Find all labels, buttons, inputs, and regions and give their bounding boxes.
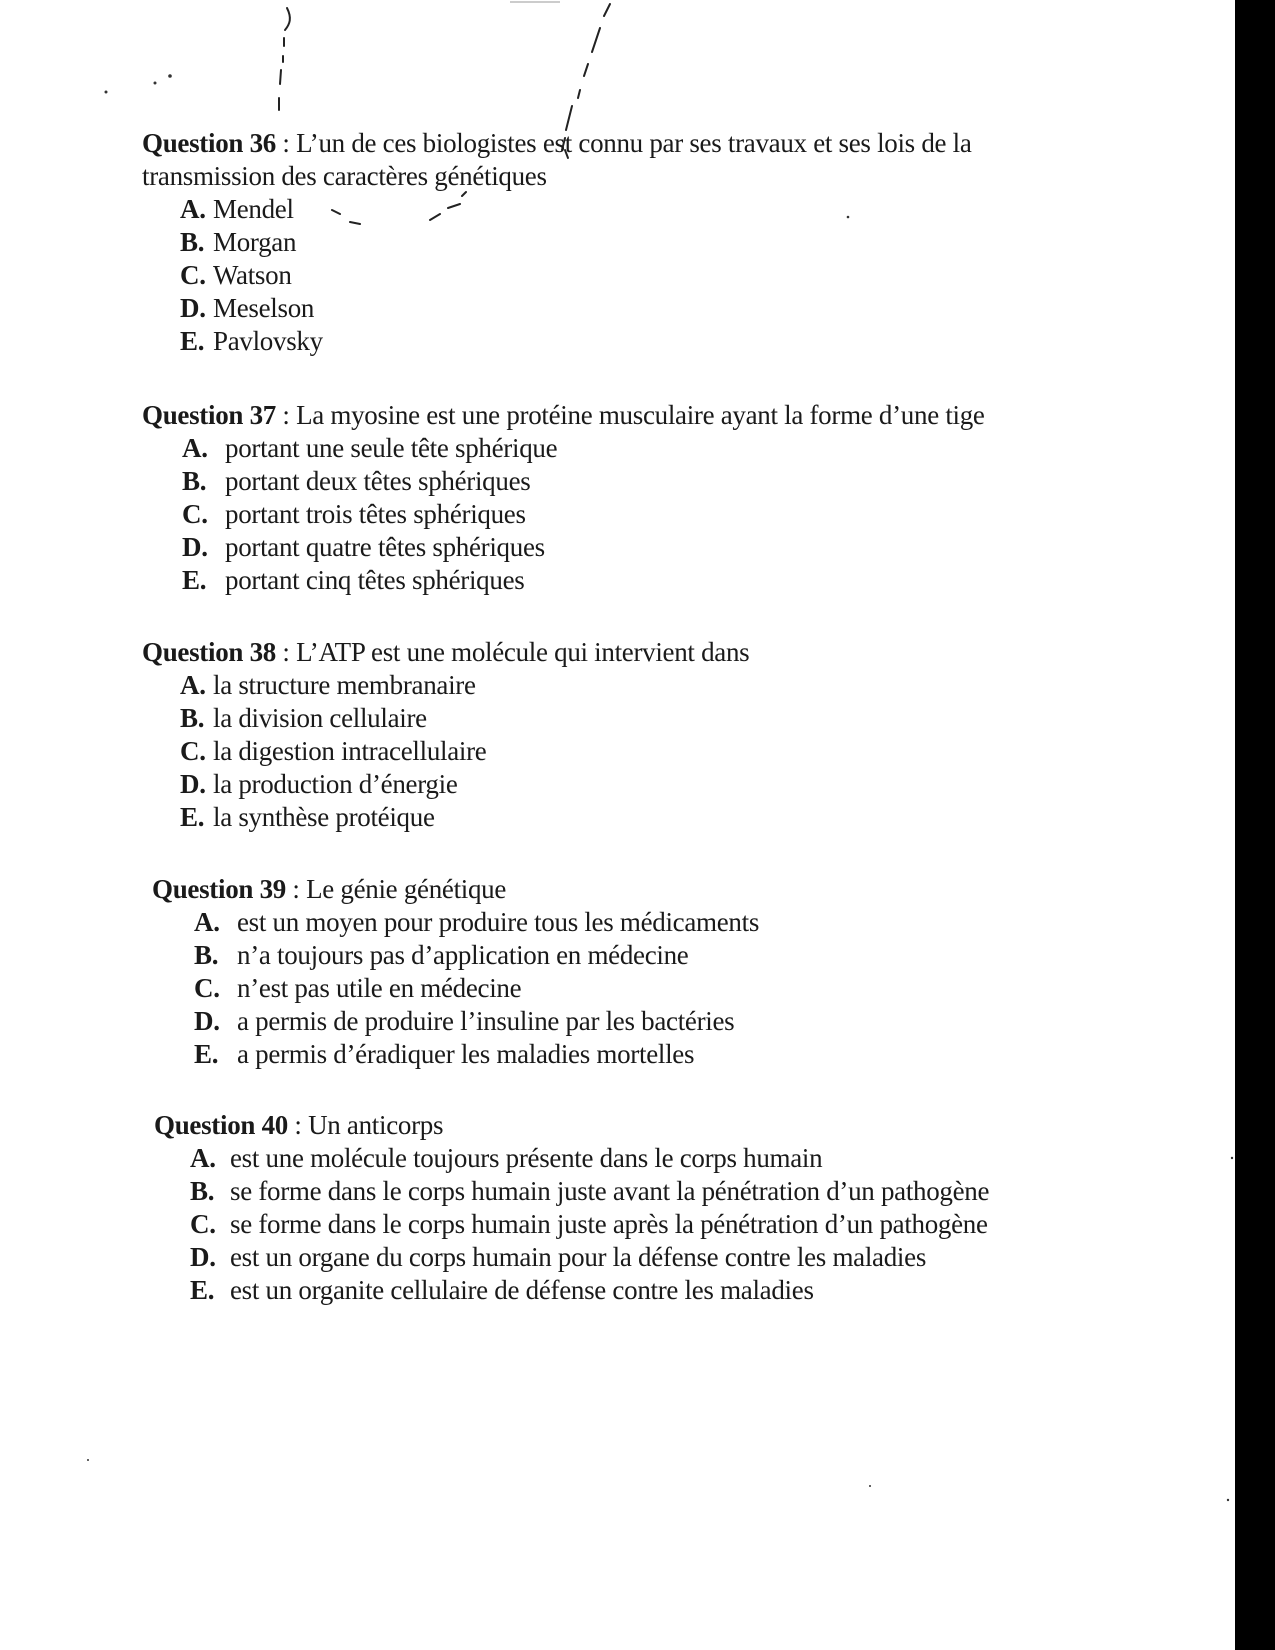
question-37 bbox=[142, 399, 1082, 597]
option-text: la structure membranaire bbox=[213, 670, 476, 700]
option-text: portant quatre têtes sphériques bbox=[225, 532, 545, 562]
option-d bbox=[180, 292, 1082, 325]
question-36-options bbox=[142, 193, 1082, 358]
question-39-label: Question 39 bbox=[152, 874, 286, 904]
option-e bbox=[194, 1038, 1092, 1071]
option-letter: D. bbox=[182, 532, 208, 562]
option-letter: E. bbox=[194, 1039, 219, 1069]
option-letter: E. bbox=[180, 326, 205, 356]
option-letter: B. bbox=[180, 227, 205, 257]
speck bbox=[105, 91, 108, 94]
speck bbox=[869, 1485, 871, 1487]
option-letter: C. bbox=[182, 499, 208, 529]
question-36-text: : L’un de ces biologistes est connu par ses travaux et ses lois de la transmission des caractères génétiques bbox=[142, 128, 972, 191]
option-letter: C. bbox=[190, 1209, 216, 1239]
option-c bbox=[180, 259, 1082, 292]
option-b bbox=[182, 465, 1082, 498]
option-letter: C. bbox=[194, 973, 220, 1003]
speck bbox=[168, 74, 172, 78]
option-letter: D. bbox=[190, 1242, 216, 1272]
question-39 bbox=[152, 873, 1092, 1071]
scan-border-edge bbox=[1235, 0, 1275, 1650]
option-letter: E. bbox=[190, 1275, 215, 1305]
option-a bbox=[180, 669, 1082, 702]
pen-stroke-left bbox=[279, 8, 290, 110]
question-38-label: Question 38 bbox=[142, 637, 276, 667]
option-text: Pavlovsky bbox=[213, 326, 323, 356]
question-39-options bbox=[152, 906, 1092, 1071]
option-d bbox=[182, 531, 1082, 564]
option-letter: B. bbox=[194, 940, 219, 970]
speck bbox=[87, 1459, 89, 1461]
option-letter: C. bbox=[180, 260, 206, 290]
speck bbox=[1227, 1499, 1229, 1501]
option-e bbox=[182, 564, 1082, 597]
question-38-stem bbox=[142, 636, 1082, 669]
option-text: se forme dans le corps humain juste avant la pénétration d’un pathogène bbox=[230, 1176, 990, 1206]
option-b bbox=[190, 1175, 1094, 1208]
option-letter: E. bbox=[182, 565, 207, 595]
option-text: a permis de produire l’insuline par les bactéries bbox=[237, 1006, 735, 1036]
option-c bbox=[194, 972, 1092, 1005]
option-a bbox=[180, 193, 1082, 226]
option-text: la digestion intracellulaire bbox=[213, 736, 487, 766]
option-e bbox=[190, 1274, 1094, 1307]
question-40-stem bbox=[154, 1109, 1094, 1142]
option-letter: B. bbox=[180, 703, 205, 733]
question-40-text: : Un anticorps bbox=[287, 1110, 444, 1140]
option-d bbox=[190, 1241, 1094, 1274]
option-letter: B. bbox=[182, 466, 207, 496]
option-text: portant une seule tête sphérique bbox=[225, 433, 558, 463]
option-d bbox=[194, 1005, 1092, 1038]
question-37-stem bbox=[142, 399, 1082, 432]
option-letter: E. bbox=[180, 802, 205, 832]
option-text: la synthèse protéique bbox=[213, 802, 435, 832]
question-38 bbox=[142, 636, 1082, 834]
option-text: est une molécule toujours présente dans le corps humain bbox=[230, 1143, 823, 1173]
option-letter: A. bbox=[180, 194, 206, 224]
question-38-text: : L’ATP est une molécule qui intervient dans bbox=[275, 637, 750, 667]
option-text: n’a toujours pas d’application en médecine bbox=[237, 940, 689, 970]
option-text: est un organite cellulaire de défense contre les maladies bbox=[230, 1275, 814, 1305]
option-letter: A. bbox=[180, 670, 206, 700]
option-d bbox=[180, 768, 1082, 801]
option-a bbox=[194, 906, 1092, 939]
option-a bbox=[182, 432, 1082, 465]
option-c bbox=[180, 735, 1082, 768]
question-39-stem bbox=[152, 873, 1092, 906]
question-37-options bbox=[142, 432, 1082, 597]
option-text: a permis d’éradiquer les maladies mortelles bbox=[237, 1039, 695, 1069]
speck bbox=[1231, 1157, 1233, 1159]
option-text: la division cellulaire bbox=[213, 703, 427, 733]
question-37-label: Question 37 bbox=[142, 400, 276, 430]
option-e bbox=[180, 801, 1082, 834]
option-a bbox=[190, 1142, 1094, 1175]
option-c bbox=[182, 498, 1082, 531]
question-40-options bbox=[154, 1142, 1094, 1307]
option-text: se forme dans le corps humain juste après la pénétration d’un pathogène bbox=[230, 1209, 988, 1239]
option-letter: B. bbox=[190, 1176, 215, 1206]
option-text: Mendel bbox=[213, 194, 294, 224]
option-text: portant deux têtes sphériques bbox=[225, 466, 531, 496]
option-text: portant trois têtes sphériques bbox=[225, 499, 526, 529]
question-39-text: : Le génie génétique bbox=[285, 874, 507, 904]
option-b bbox=[180, 702, 1082, 735]
option-letter: A. bbox=[182, 433, 208, 463]
option-letter: D. bbox=[180, 293, 206, 323]
option-text: est un organe du corps humain pour la défense contre les maladies bbox=[230, 1242, 927, 1272]
speck bbox=[154, 82, 157, 85]
option-text: est un moyen pour produire tous les médicaments bbox=[237, 907, 760, 937]
option-c bbox=[190, 1208, 1094, 1241]
option-letter: A. bbox=[194, 907, 220, 937]
option-text: la production d’énergie bbox=[213, 769, 458, 799]
option-text: portant cinq têtes sphériques bbox=[225, 565, 525, 595]
question-37-text: : La myosine est une protéine musculaire ayant la forme d’une tige bbox=[275, 400, 985, 430]
option-letter: D. bbox=[180, 769, 206, 799]
option-text: Meselson bbox=[213, 293, 315, 323]
question-40 bbox=[154, 1109, 1094, 1307]
option-text: Watson bbox=[213, 260, 292, 290]
option-b bbox=[194, 939, 1092, 972]
option-text: Morgan bbox=[213, 227, 297, 257]
option-letter: C. bbox=[180, 736, 206, 766]
option-b bbox=[180, 226, 1082, 259]
option-letter: A. bbox=[190, 1143, 216, 1173]
question-38-options bbox=[142, 669, 1082, 834]
question-36-stem bbox=[142, 127, 1082, 193]
option-e bbox=[180, 325, 1082, 358]
option-text: n’est pas utile en médecine bbox=[237, 973, 522, 1003]
option-letter: D. bbox=[194, 1006, 220, 1036]
question-40-label: Question 40 bbox=[154, 1110, 288, 1140]
question-36 bbox=[142, 127, 1082, 358]
question-36-label: Question 36 bbox=[142, 128, 276, 158]
